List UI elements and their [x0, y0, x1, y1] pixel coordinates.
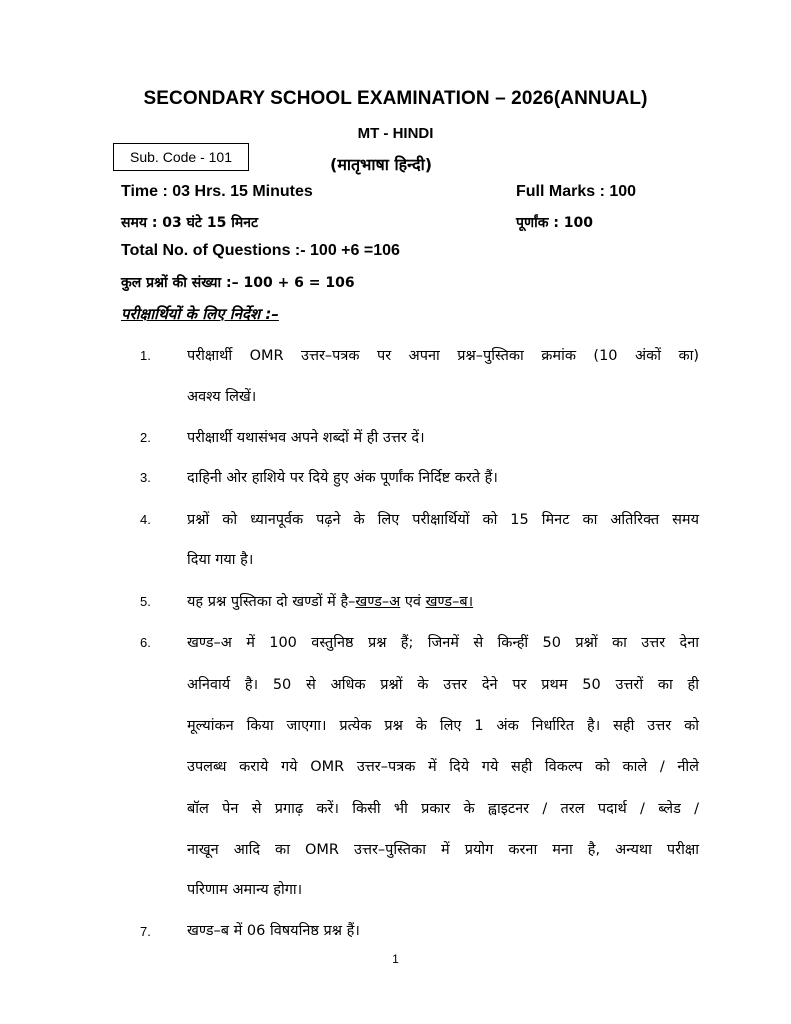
instructions-heading: परीक्षार्थियों के लिए निर्देश :–: [121, 305, 279, 323]
instruction-number: 5.: [140, 594, 151, 609]
instruction-line: परीक्षार्थी OMR उत्तर–पत्रक पर अपना प्रश्न–पुस्तिका क्रमांक (10 अंकों का): [187, 348, 699, 364]
instruction-line: अनिवार्य है। 50 से अधिक प्रश्नों के उत्तर देने पर प्रथम 50 उत्तरों का ही: [187, 677, 699, 693]
instruction-line: खण्ड–ब में 06 विषयनिष्ठ प्रश्न हैं।: [187, 923, 360, 939]
exam-title: SECONDARY SCHOOL EXAMINATION – 2026(ANNUAL): [143, 88, 648, 109]
time-english: Time : 03 Hrs. 15 Minutes: [121, 183, 313, 200]
instruction-line: [187, 591, 699, 611]
instruction-line: प्रश्नों को ध्यानपूर्वक पढ़ने के लिए परीक्षार्थियों को 15 मिनट का अतिरिक्त समय: [187, 512, 699, 528]
instruction-line: अवश्य लिखें।: [187, 389, 257, 405]
time-hindi: समय : 03 घंटे 15 मिनट: [121, 215, 259, 231]
instruction-number: 6.: [140, 635, 151, 650]
instruction-number: 1.: [140, 348, 151, 363]
instruction-line: दिया गया है।: [187, 552, 254, 568]
sub-code-box: Sub. Code - 101: [113, 143, 249, 171]
page-number: 1: [392, 952, 399, 966]
subject-english: MT - HINDI: [357, 125, 434, 142]
instruction-text: यह प्रश्न पुस्तिका दो खण्डों में है–: [187, 594, 356, 610]
subject-hindi: (मातृभाषा हिन्दी): [330, 155, 433, 174]
instruction-line: परीक्षार्थी यथासंभव अपने शब्दों में ही उत्तर दें।: [187, 430, 425, 446]
instruction-line: दाहिनी ओर हाशिये पर दिये हुए अंक पूर्णांक निर्दिष्ट करते हैं।: [187, 470, 498, 486]
section-b-label: खण्ड–ब।: [425, 594, 474, 610]
instruction-number: 2.: [140, 430, 151, 445]
instruction-line: परिणाम अमान्य होगा।: [187, 882, 303, 898]
instruction-line: खण्ड–अ में 100 वस्तुनिष्ठ प्रश्न हैं; जिनमें से किन्हीं 50 प्रश्नों का उत्तर देना: [187, 635, 699, 651]
instruction-number: 3.: [140, 470, 151, 485]
instruction-text: एवं: [400, 594, 426, 610]
total-questions-hindi: कुल प्रश्नों की संख्या :– 100 + 6 = 106: [121, 275, 355, 291]
section-a-label: खण्ड–अ: [355, 594, 401, 610]
instruction-line: मूल्यांकन किया जाएगा। प्रत्येक प्रश्न के लिए 1 अंक निर्धारित है। सही उत्तर को: [187, 718, 699, 734]
instruction-number: 4.: [140, 512, 151, 527]
total-questions-english: Total No. of Questions :- 100 +6 =106: [121, 242, 400, 259]
instruction-line: उपलब्ध कराये गये OMR उत्तर–पत्रक में दिये गये सही विकल्प को काले / नीले: [187, 759, 699, 775]
full-marks-hindi: पूर्णांक : 100: [516, 215, 594, 231]
instruction-line: बॉल पेन से प्रगाढ़ करें। किसी भी प्रकार के ह्वाइटनर / तरल पदार्थ / ब्लेड /: [187, 801, 699, 817]
full-marks-english: Full Marks : 100: [516, 183, 637, 200]
instruction-number: 7.: [140, 924, 151, 939]
instruction-line: नाखून आदि का OMR उत्तर–पुस्तिका में प्रयोग करना मना है, अन्यथा परीक्षा: [187, 842, 699, 858]
